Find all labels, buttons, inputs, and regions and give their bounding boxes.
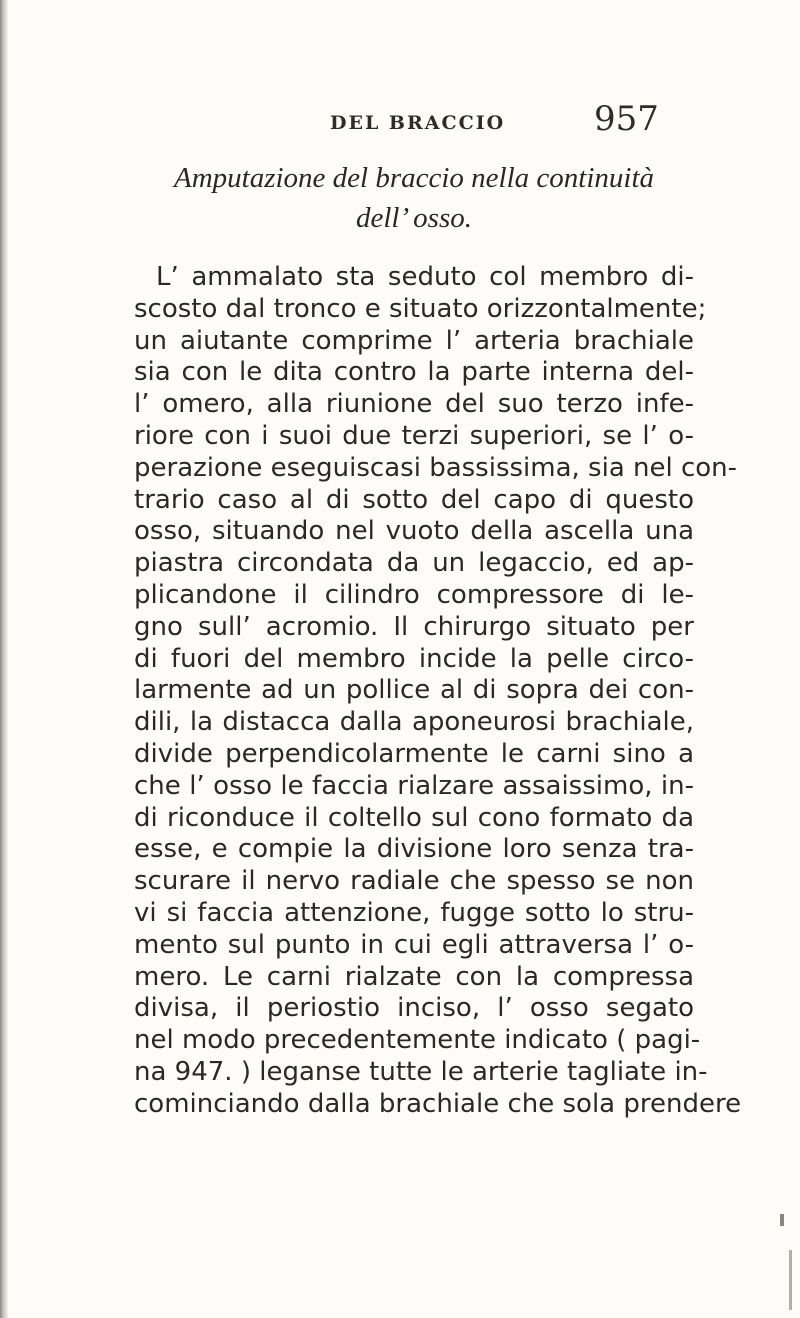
text-line: trario caso al di sotto del capo di questo bbox=[134, 484, 694, 515]
text-line: na 947. ) leganse tutte le arterie tagliate in- bbox=[134, 1056, 708, 1087]
running-head: DEL BRACCIO bbox=[330, 112, 506, 134]
text-line: di fuori del membro incide la pelle circo- bbox=[134, 643, 694, 674]
text-line: scosto dal tronco e situato orizzontalmente; bbox=[134, 293, 707, 324]
text-line: un aiutante comprime l’ arteria brachiale bbox=[134, 325, 694, 356]
text-line: divisa, il periostio inciso, l’ osso segato bbox=[134, 993, 694, 1024]
text-line: sia con le dita contro la parte interna del- bbox=[134, 357, 694, 388]
text-line: l’ omero, alla riunione del suo terzo infe- bbox=[134, 389, 694, 420]
text-line: scurare il nervo radiale che spesso se non bbox=[134, 866, 694, 897]
text-line: gno sull’ acromio. Il chirurgo situato per bbox=[134, 611, 694, 642]
text-line: di riconduce il coltello sul cono formato da bbox=[134, 802, 694, 833]
text-line: perazione eseguiscasi bassissima, sia nel con- bbox=[134, 452, 738, 483]
text-line: piastra circondata da un legaccio, ed ap- bbox=[134, 548, 694, 579]
binding-shadow bbox=[0, 0, 8, 1318]
text-line: L’ ammalato sta seduto col membro di- bbox=[156, 262, 694, 292]
text-line: larmente ad un pollice al di sopra dei con- bbox=[134, 675, 694, 706]
text-line: plicandone il cilindro compressore di le- bbox=[134, 579, 694, 610]
body-paragraph bbox=[134, 262, 742, 1121]
text-line: mero. Le carni rialzate con la compressa bbox=[134, 961, 694, 992]
text-line: divide perpendicolarmente le carni sino a bbox=[134, 738, 694, 769]
text-line: che l’ osso le faccia rialzare assaissimo, in- bbox=[134, 770, 694, 801]
section-title bbox=[134, 158, 694, 238]
section-title-line-2: dell’ osso. bbox=[356, 202, 472, 234]
text-line: osso, situando nel vuoto della ascella una bbox=[134, 516, 694, 547]
text-line: riore con i suoi due terzi superiori, se l’ o- bbox=[134, 420, 694, 451]
text-line: cominciando dalla brachiale che sola prendere bbox=[134, 1088, 742, 1119]
margin-mark bbox=[780, 1214, 784, 1226]
page-number: 957 bbox=[594, 99, 659, 139]
section-title-line-1: Amputazione del braccio nella continuità bbox=[173, 162, 655, 194]
text-line: mento sul punto in cui egli attraversa l’ o- bbox=[134, 929, 694, 960]
text-line: dili, la distacca dalla aponeurosi brachiale, bbox=[134, 707, 694, 738]
text-line: nel modo precedentemente indicato ( pagi- bbox=[134, 1025, 701, 1056]
margin-edge-mark bbox=[789, 1250, 792, 1310]
text-line: vi si faccia attenzione, fugge sotto lo stru- bbox=[134, 897, 694, 928]
text-line: esse, e compie la divisione loro senza tra- bbox=[134, 834, 694, 865]
